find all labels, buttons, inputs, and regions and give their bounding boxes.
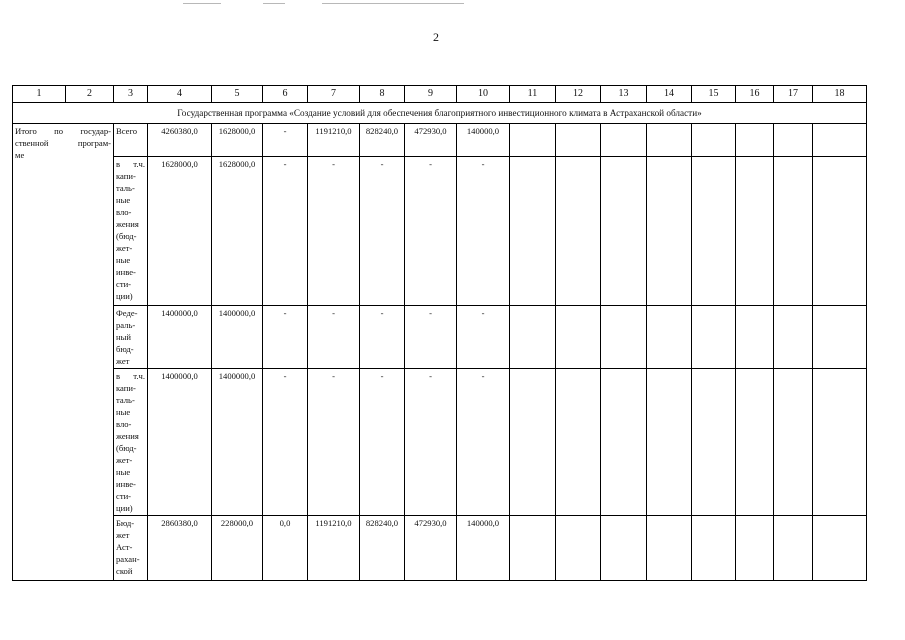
empty-cell	[736, 124, 774, 157]
empty-cell	[601, 157, 647, 306]
table-cell: 4260380,0	[148, 124, 212, 157]
empty-cell	[736, 157, 774, 306]
budget-table	[12, 85, 867, 581]
table-cell: -	[405, 157, 457, 306]
source-line: Аст-	[116, 542, 133, 552]
source-line: инве-	[116, 267, 136, 277]
source-line: Феде-	[116, 308, 138, 318]
source-line: бюд-	[116, 344, 134, 354]
table-cell: -	[457, 369, 510, 516]
table-cell: -	[360, 369, 405, 516]
program-title-row	[13, 103, 867, 124]
column-number: 9	[405, 86, 457, 103]
column-number: 13	[601, 86, 647, 103]
source-line: ные	[116, 195, 131, 205]
table-cell: 2860380,0	[148, 516, 212, 581]
table-cell: 1400000,0	[148, 369, 212, 516]
empty-cell	[774, 516, 813, 581]
source-line: ской	[116, 566, 133, 576]
source-line	[116, 158, 145, 170]
column-number: 11	[510, 86, 556, 103]
empty-cell	[736, 516, 774, 581]
empty-cell	[647, 124, 692, 157]
column-number-row	[13, 86, 867, 103]
empty-cell	[510, 157, 556, 306]
empty-cell	[510, 124, 556, 157]
funding-source	[114, 157, 148, 306]
source-line: рахан-	[116, 554, 140, 564]
label-word: Итого	[15, 126, 37, 136]
table-cell: -	[263, 157, 308, 306]
table-cell: -	[360, 306, 405, 369]
table-cell: -	[457, 157, 510, 306]
source-line: жения	[116, 219, 139, 229]
source-line: раль-	[116, 320, 136, 330]
source-word: т.ч.	[133, 159, 145, 169]
source-word: в	[116, 371, 121, 381]
column-number: 1	[13, 86, 66, 103]
column-number: 12	[556, 86, 601, 103]
empty-cell	[556, 124, 601, 157]
source-line: таль-	[116, 395, 135, 405]
page-number: 2	[433, 30, 439, 44]
table-cell: 0,0	[263, 516, 308, 581]
table-cell: 1191210,0	[308, 516, 360, 581]
table-cell: 828240,0	[360, 516, 405, 581]
empty-cell	[692, 516, 736, 581]
table-cell: -	[263, 369, 308, 516]
table-cell: 228000,0	[212, 516, 263, 581]
table-row	[13, 369, 867, 516]
empty-cell	[647, 369, 692, 516]
table-cell: -	[263, 306, 308, 369]
table-cell: -	[405, 306, 457, 369]
column-number: 2	[66, 86, 114, 103]
empty-cell	[556, 516, 601, 581]
source-line: капи-	[116, 171, 136, 181]
empty-cell	[601, 124, 647, 157]
empty-cell	[692, 157, 736, 306]
empty-cell	[813, 157, 867, 306]
label-word: государ-	[80, 126, 111, 136]
table-row	[13, 516, 867, 581]
source-line: ные	[116, 255, 131, 265]
empty-cell	[692, 306, 736, 369]
empty-cell	[556, 369, 601, 516]
column-number: 6	[263, 86, 308, 103]
empty-cell	[736, 369, 774, 516]
source-line: жения	[116, 431, 139, 441]
table-row	[13, 157, 867, 306]
source-line: ные	[116, 407, 131, 417]
column-number: 18	[813, 86, 867, 103]
source-line: Всего	[116, 126, 138, 136]
source-line: жет	[116, 530, 130, 540]
source-line: инве-	[116, 479, 136, 489]
table-cell: 1628000,0	[212, 124, 263, 157]
empty-cell	[647, 516, 692, 581]
program-title: Государственная программа «Создание условий для обеспечения благоприятного инвестиционного климата в Астраханской области»	[13, 103, 867, 124]
source-line: таль-	[116, 183, 135, 193]
source-line: ции)	[116, 291, 133, 301]
source-line: Бюд-	[116, 518, 135, 528]
empty-cell	[601, 369, 647, 516]
source-line: жет-	[116, 455, 133, 465]
label-word: програм-	[77, 138, 111, 148]
funding-source	[114, 516, 148, 581]
column-number: 4	[148, 86, 212, 103]
empty-cell	[510, 369, 556, 516]
source-line: ные	[116, 467, 131, 477]
table-cell: -	[308, 306, 360, 369]
empty-cell	[647, 157, 692, 306]
source-line	[116, 370, 145, 382]
column-number: 3	[114, 86, 148, 103]
program-total-label	[13, 124, 114, 581]
funding-source	[114, 306, 148, 369]
column-number: 16	[736, 86, 774, 103]
table-cell: 472930,0	[405, 124, 457, 157]
table-cell: 1400000,0	[212, 306, 263, 369]
source-line: (бюд-	[116, 443, 137, 453]
label-word: по	[54, 126, 64, 136]
table-cell: -	[308, 369, 360, 516]
scan-artifact-line	[263, 3, 285, 4]
funding-source	[114, 369, 148, 516]
source-line: вло-	[116, 419, 132, 429]
column-number: 17	[774, 86, 813, 103]
column-number: 5	[212, 86, 263, 103]
empty-cell	[813, 124, 867, 157]
table-row	[13, 306, 867, 369]
column-number: 14	[647, 86, 692, 103]
table-cell: -	[457, 306, 510, 369]
source-line: жет	[116, 356, 130, 366]
table-cell: -	[405, 369, 457, 516]
column-number: 7	[308, 86, 360, 103]
empty-cell	[813, 516, 867, 581]
empty-cell	[601, 516, 647, 581]
empty-cell	[774, 124, 813, 157]
table-cell: 140000,0	[457, 124, 510, 157]
column-number: 15	[692, 86, 736, 103]
scan-artifact-line	[183, 3, 221, 4]
empty-cell	[774, 157, 813, 306]
scan-artifact-line	[322, 3, 464, 4]
table-cell: 1628000,0	[148, 157, 212, 306]
table-cell: 1400000,0	[212, 369, 263, 516]
empty-cell	[510, 306, 556, 369]
table-cell: 1191210,0	[308, 124, 360, 157]
empty-cell	[556, 306, 601, 369]
source-line: сти-	[116, 491, 132, 501]
label-word: ственной	[15, 138, 49, 148]
source-word: т.ч.	[133, 371, 145, 381]
table-cell: 828240,0	[360, 124, 405, 157]
column-number: 10	[457, 86, 510, 103]
source-line: ный	[116, 332, 131, 342]
column-number: 8	[360, 86, 405, 103]
table-cell: 472930,0	[405, 516, 457, 581]
source-line: капи-	[116, 383, 136, 393]
table-cell: -	[360, 157, 405, 306]
table-cell: -	[263, 124, 308, 157]
empty-cell	[601, 306, 647, 369]
empty-cell	[510, 516, 556, 581]
source-line: ции)	[116, 503, 133, 513]
empty-cell	[736, 306, 774, 369]
source-line: жет-	[116, 243, 133, 253]
empty-cell	[556, 157, 601, 306]
table-cell: 1400000,0	[148, 306, 212, 369]
source-line: вло-	[116, 207, 132, 217]
table-cell: 140000,0	[457, 516, 510, 581]
source-line: сти-	[116, 279, 132, 289]
empty-cell	[647, 306, 692, 369]
table-row	[13, 124, 867, 157]
empty-cell	[774, 306, 813, 369]
empty-cell	[813, 369, 867, 516]
table-cell: -	[308, 157, 360, 306]
label-line: ме	[15, 150, 25, 160]
source-word: в	[116, 159, 121, 169]
empty-cell	[692, 124, 736, 157]
source-line: (бюд-	[116, 231, 137, 241]
empty-cell	[692, 369, 736, 516]
table-cell: 1628000,0	[212, 157, 263, 306]
empty-cell	[774, 369, 813, 516]
empty-cell	[813, 306, 867, 369]
funding-source	[114, 124, 148, 157]
